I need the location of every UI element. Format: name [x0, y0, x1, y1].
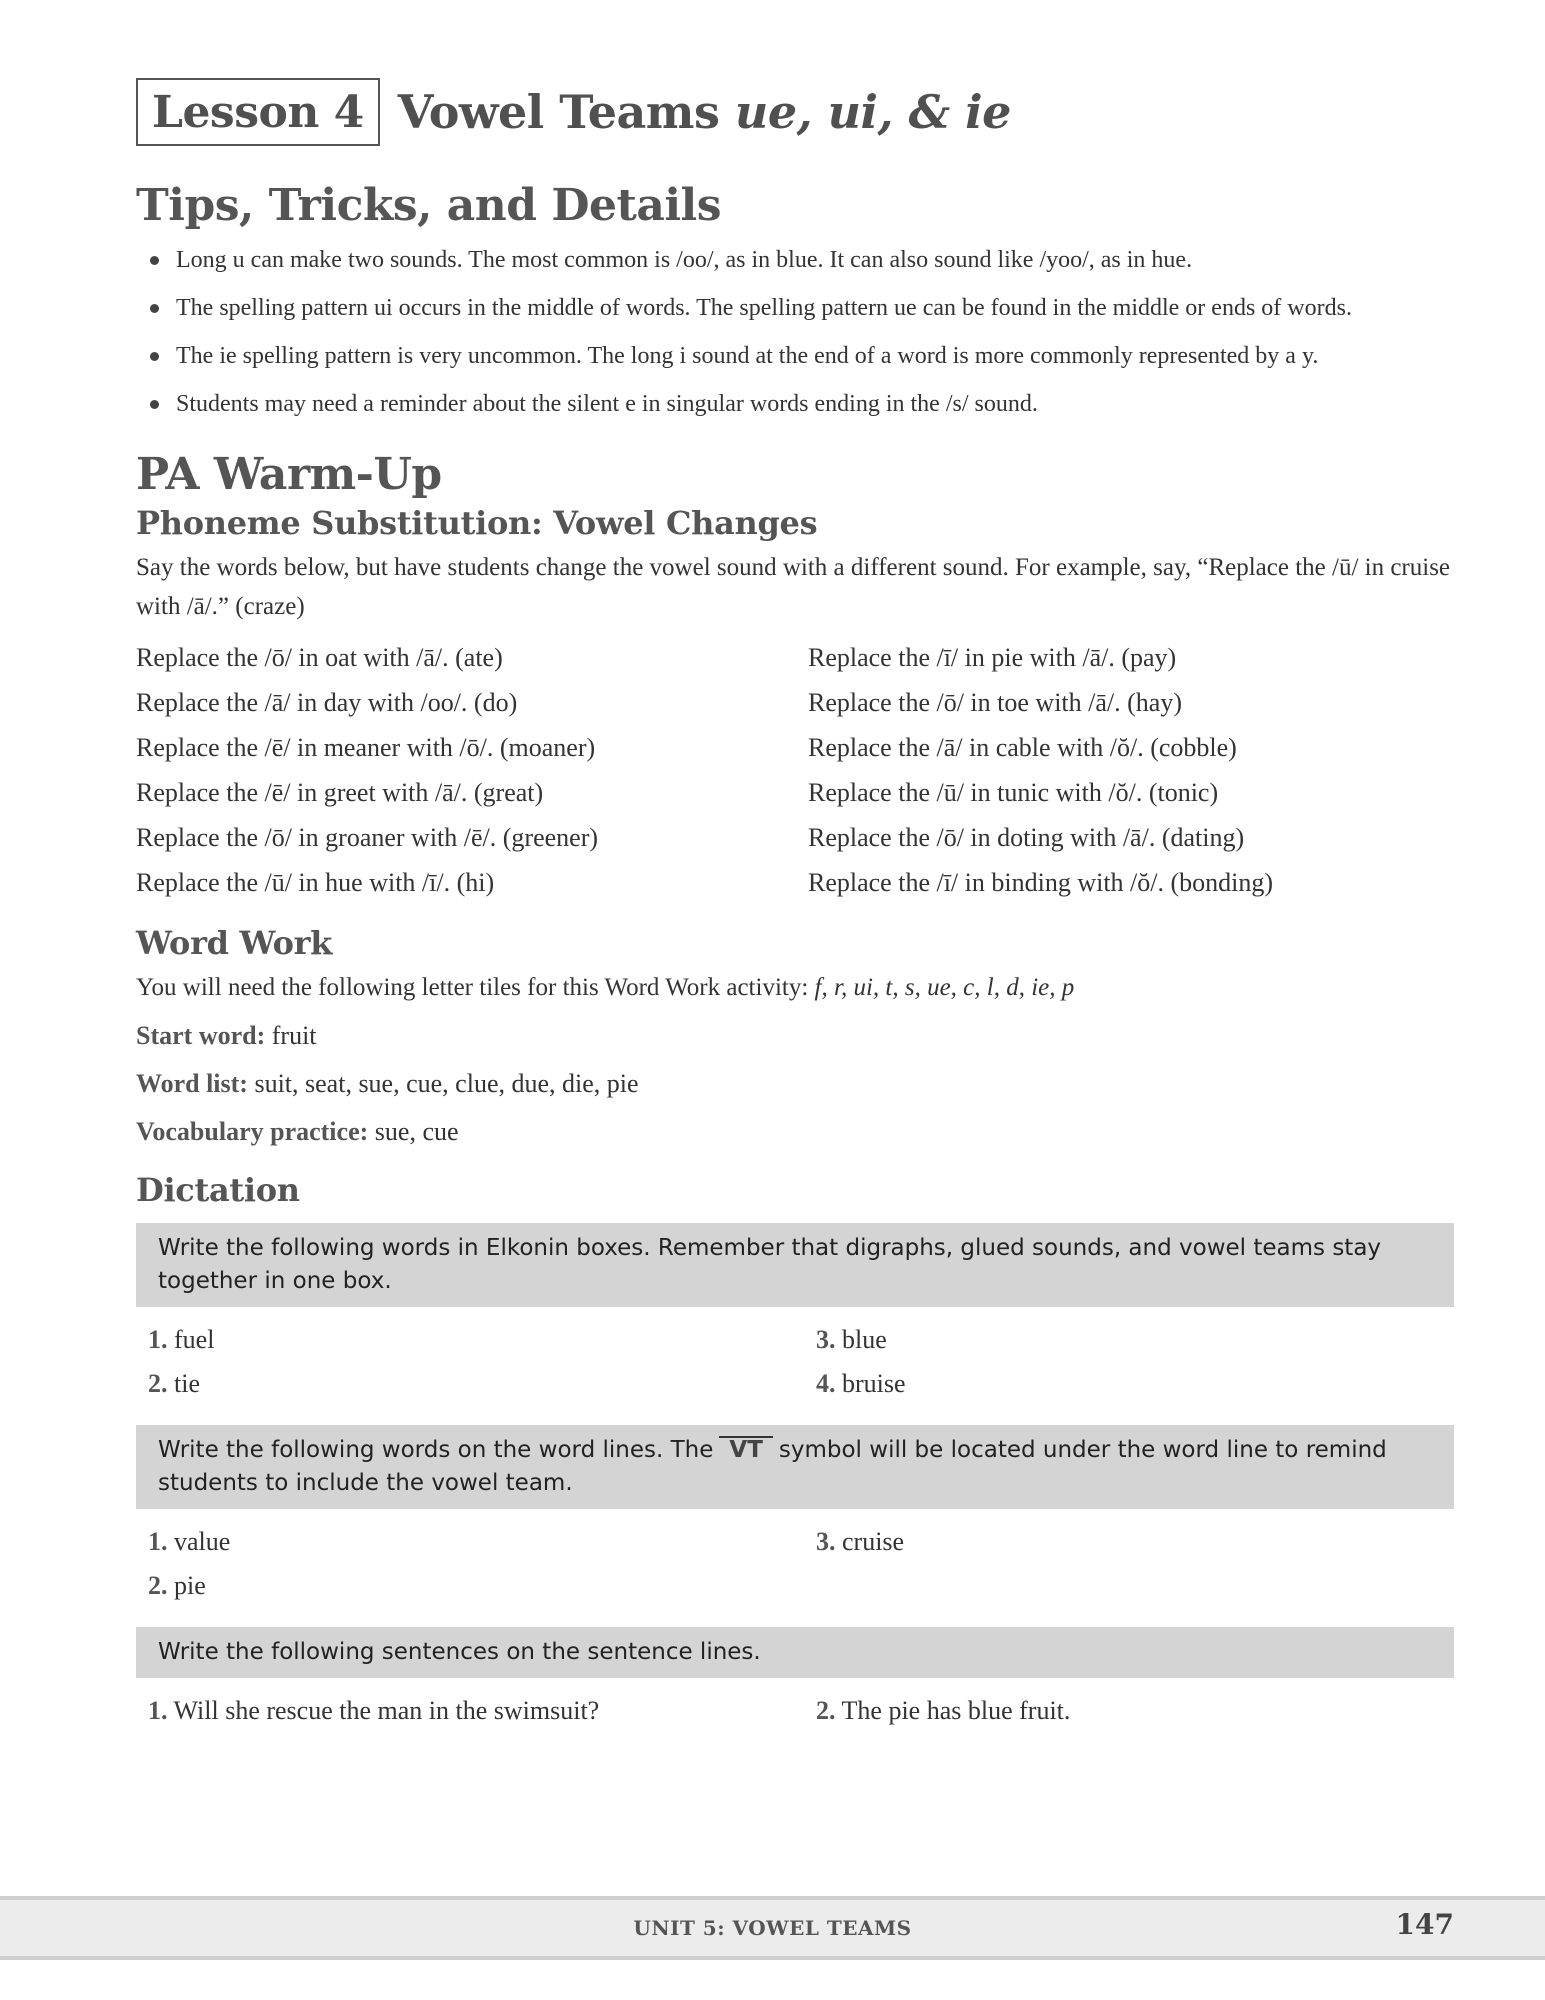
- tip-item: The ie spelling pattern is very uncommon. The long i sound at the end of a word is more commonly represented by a y.: [150, 337, 1454, 375]
- pa-item: Replace the /ō/ in toe with /ā/. (hay): [808, 688, 1182, 717]
- dictation-sentences: [148, 1692, 1454, 1730]
- lesson-title: [398, 85, 1011, 139]
- item-number: 3.: [816, 1325, 836, 1354]
- word-list-label: Word list:: [136, 1069, 248, 1098]
- item-number: 3.: [816, 1527, 836, 1556]
- tips-heading: Tips, Tricks, and Details: [136, 180, 722, 231]
- pa-item: Replace the /ū/ in tunic with /ŏ/. (tonic): [808, 778, 1219, 807]
- pa-item: Replace the /ē/ in greet with /ā/. (great): [136, 778, 544, 807]
- dictation-item: [816, 1321, 1466, 1359]
- dictation-heading: Dictation: [136, 1171, 300, 1209]
- pa-item: Replace the /ē/ in meaner with /ō/. (moaner): [136, 733, 596, 762]
- dictation-item: [148, 1321, 816, 1359]
- dictation-item: [816, 1692, 1466, 1730]
- start-word-value: fruit: [265, 1021, 317, 1050]
- pa-intro: Say the words below, but have students change the vowel sound with a different sound. For example, say, “Replace the /ū/ in cruise with /ā/.” (craze): [136, 554, 1451, 620]
- word-list: [136, 1065, 1454, 1103]
- item-number: 4.: [816, 1369, 836, 1398]
- dictation-instruction-bar: Write the following words in Elkonin boxes. Remember that digraphs, glued sounds, and vowel teams stay together in one box.: [136, 1223, 1454, 1307]
- vocabulary-practice: [136, 1113, 1454, 1151]
- dictation-item: [148, 1365, 816, 1403]
- item-sentence: Will she rescue the man in the swimsuit?: [167, 1696, 600, 1725]
- item-word: blue: [835, 1325, 887, 1354]
- item-number: 1.: [148, 1696, 168, 1725]
- item-number: 1.: [148, 1325, 168, 1354]
- dictation-words-set-1: [148, 1321, 1454, 1403]
- start-word: [136, 1017, 1454, 1055]
- tips-list: [136, 241, 1454, 423]
- dictation-words-set-2: [148, 1523, 1454, 1605]
- item-word: value: [167, 1527, 231, 1556]
- tip-item: Long u can make two sounds. The most common is /oo/, as in blue. It can also sound like /yoo/, as in hue.: [150, 241, 1454, 279]
- pa-item: Replace the /ī/ in binding with /ŏ/. (bonding): [808, 868, 1274, 897]
- lesson-title-italic: ue, ui, & ie: [734, 85, 1011, 139]
- item-number: 2.: [148, 1369, 168, 1398]
- pa-item: Replace the /ō/ in oat with /ā/. (ate): [136, 643, 503, 672]
- vocabulary-practice-value: sue, cue: [368, 1117, 459, 1146]
- dictation-item: [816, 1365, 1466, 1403]
- dictation-item: [816, 1523, 1466, 1561]
- dictation-instruction-bar: [136, 1425, 1454, 1509]
- instruction-text-b: symbol will be located under the word line to remind students to include the vowel team.: [158, 1437, 1387, 1496]
- word-work-heading: Word Work: [136, 924, 333, 962]
- pa-heading: PA Warm-Up: [136, 449, 442, 500]
- word-work-intro: [136, 968, 1454, 1007]
- dictation-item: [148, 1567, 816, 1605]
- pa-subheading: Phoneme Substitution: Vowel Changes: [136, 504, 818, 542]
- dictation-item: [148, 1692, 816, 1730]
- lesson-page: [136, 78, 1454, 1730]
- unit-label: UNIT 5: VOWEL TEAMS: [633, 1916, 912, 1940]
- tip-item: Students may need a reminder about the silent e in singular words ending in the /s/ sound.: [150, 385, 1454, 423]
- lesson-header: [136, 78, 1454, 146]
- dictation-item: [148, 1523, 816, 1561]
- dictation-instruction-bar: Write the following sentences on the sentence lines.: [136, 1627, 1454, 1678]
- vocabulary-practice-label: Vocabulary practice:: [136, 1117, 369, 1146]
- item-word: bruise: [835, 1369, 906, 1398]
- item-word: tie: [167, 1369, 200, 1398]
- item-sentence: The pie has blue fruit.: [835, 1696, 1071, 1725]
- page-number: 147: [1395, 1908, 1454, 1941]
- letter-tiles: f, r, ui, t, s, ue, c, l, d, ie, p: [814, 974, 1075, 1001]
- item-word: cruise: [835, 1527, 905, 1556]
- instruction-text-a: Write the following words on the word lines. The: [158, 1437, 714, 1463]
- word-list-value: suit, seat, sue, cue, clue, due, die, pie: [247, 1069, 639, 1098]
- tip-item: The spelling pattern ui occurs in the middle of words. The spelling pattern ue can be found in the middle or ends of words.: [150, 289, 1454, 327]
- pa-items: [136, 638, 1454, 902]
- item-number: 2.: [148, 1571, 168, 1600]
- pa-item: Replace the /ā/ in cable with /ŏ/. (cobble): [808, 733, 1237, 762]
- page-footer: [0, 1896, 1545, 1960]
- pa-item: Replace the /ā/ in day with /oo/. (do): [136, 688, 518, 717]
- item-word: pie: [167, 1571, 206, 1600]
- lesson-label: Lesson 4: [136, 78, 380, 146]
- pa-item: Replace the /ū/ in hue with /ī/. (hi): [136, 868, 495, 897]
- lesson-title-prefix: Vowel Teams: [397, 85, 735, 139]
- pa-item: Replace the /ī/ in pie with /ā/. (pay): [808, 643, 1177, 672]
- word-work-intro-text: You will need the following letter tiles for this Word Work activity:: [136, 974, 815, 1001]
- pa-item: Replace the /ō/ in groaner with /ē/. (greener): [136, 823, 599, 852]
- pa-item: Replace the /ō/ in doting with /ā/. (dating): [808, 823, 1245, 852]
- start-word-label: Start word:: [136, 1021, 266, 1050]
- item-word: fuel: [167, 1325, 215, 1354]
- item-number: 2.: [816, 1696, 836, 1725]
- vowel-team-symbol: VT: [719, 1436, 773, 1462]
- item-number: 1.: [148, 1527, 168, 1556]
